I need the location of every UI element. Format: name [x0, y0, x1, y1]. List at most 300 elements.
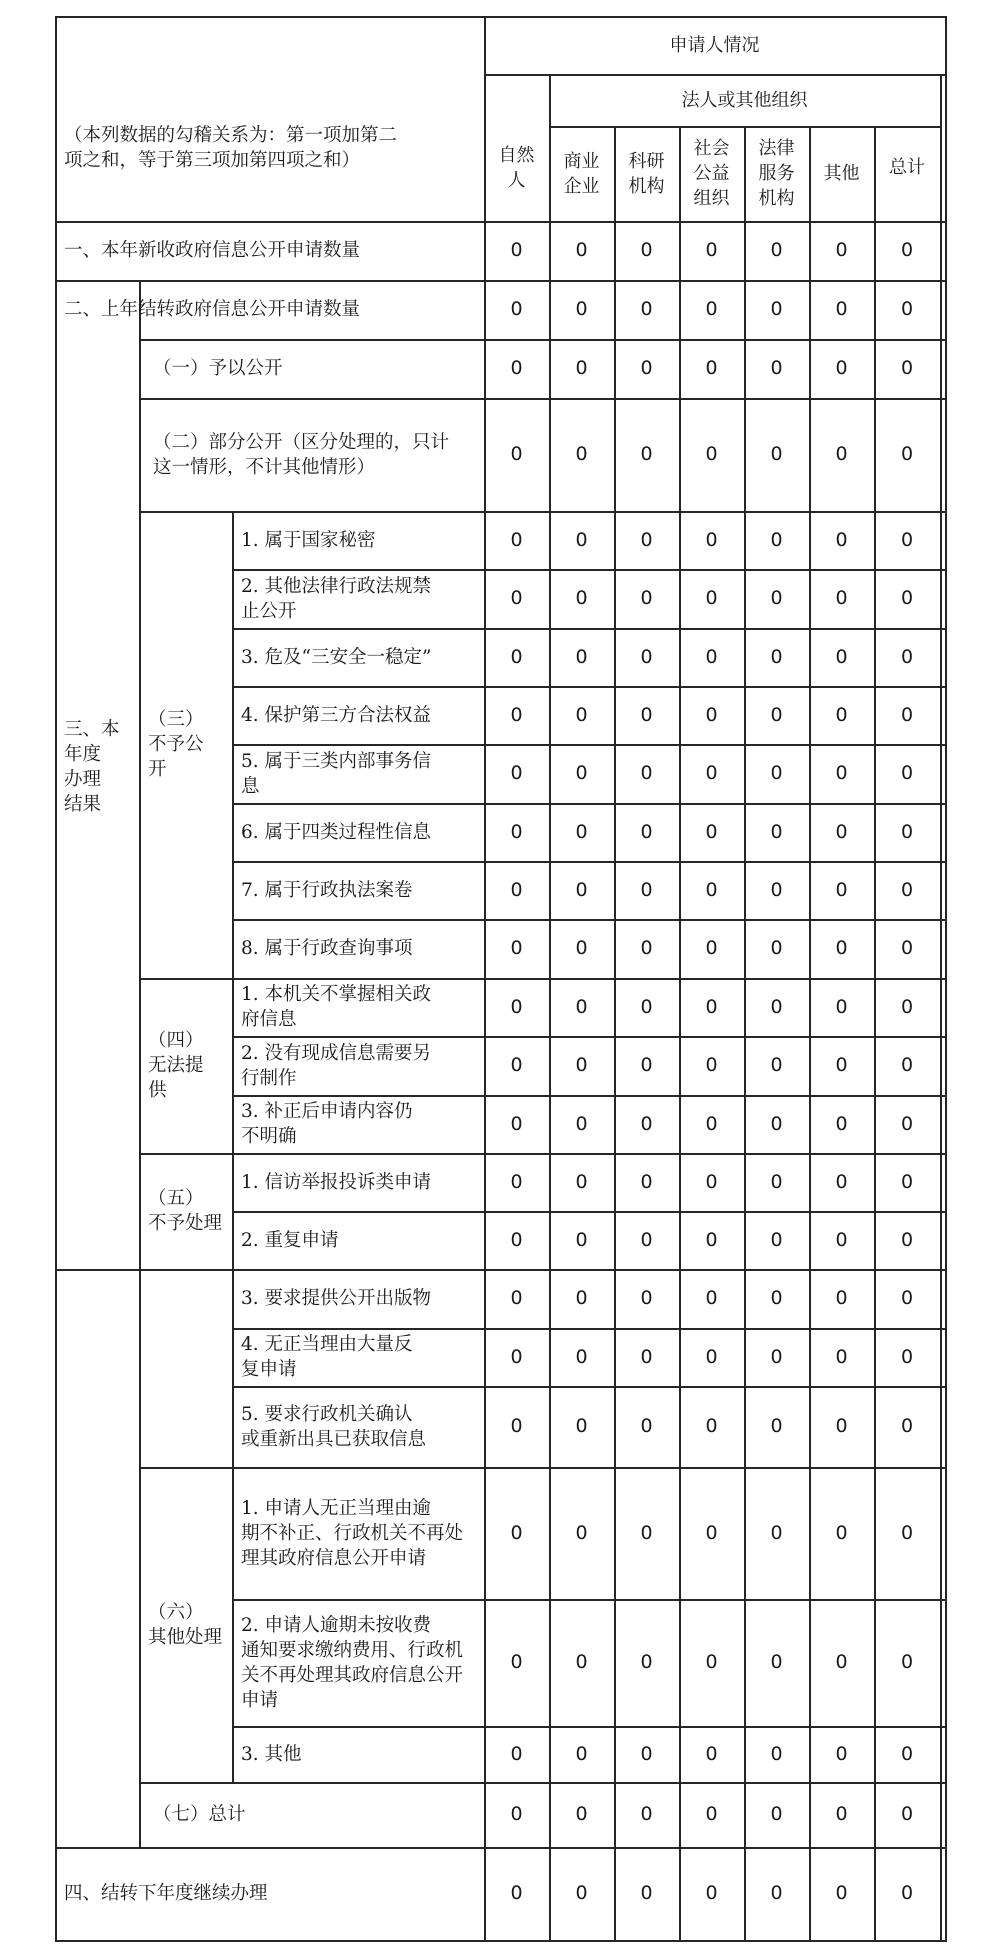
row-value-text: 0 — [575, 298, 588, 320]
grid-line — [55, 1940, 947, 1942]
row-value-text: 0 — [705, 703, 718, 726]
row-value-text: 0 — [510, 1521, 523, 1544]
row-value-text: 0 — [900, 1287, 914, 1309]
row-value-text: 0 — [770, 587, 783, 609]
row-label-text: 1. 属于国家秘密 — [241, 529, 376, 551]
row-value — [874, 511, 940, 569]
row-value — [744, 919, 809, 978]
row-label — [232, 1467, 484, 1599]
row-value-text: 0 — [770, 1882, 783, 1904]
row-value — [614, 398, 679, 511]
row-value-text: 0 — [575, 357, 588, 379]
row-value — [614, 919, 679, 978]
row-value-text: 0 — [835, 1112, 848, 1135]
column-header-text: 科研 机构 — [628, 150, 665, 197]
row-value-text: 0 — [770, 239, 783, 261]
row-label-text: 3. 要求提供公开出版物 — [241, 1288, 432, 1309]
row-value-text: 0 — [705, 995, 718, 1018]
row-value — [484, 919, 549, 978]
row-value — [614, 339, 679, 398]
row-value-text: 0 — [900, 1803, 914, 1825]
row-label — [232, 1153, 484, 1211]
row-value — [874, 1328, 940, 1386]
row-value — [679, 1211, 744, 1269]
row-value-text: 0 — [900, 1054, 914, 1076]
row-label — [232, 1328, 484, 1386]
row-value-text: 0 — [640, 587, 653, 609]
row-value-text: 0 — [510, 587, 523, 609]
row-value-text: 0 — [640, 1803, 653, 1825]
row-value-text: 0 — [575, 1345, 588, 1368]
group-withhold-text: （三） 不予公 开 — [148, 709, 204, 780]
row-value — [874, 628, 940, 686]
row-value — [809, 569, 874, 628]
row-value — [614, 803, 679, 861]
row-value-text: 0 — [705, 443, 718, 465]
row-label-text: 1. 信访举报投诉类申请 — [241, 1171, 432, 1193]
row-value-text: 0 — [575, 762, 588, 784]
row-value-text: 0 — [510, 645, 523, 668]
column-header-text: 社会 公益 组织 — [693, 138, 730, 209]
row-value-text: 0 — [835, 357, 848, 379]
row-value — [549, 569, 614, 628]
row-value-text: 0 — [640, 1170, 653, 1193]
row-value — [874, 339, 940, 398]
row-value-text: 0 — [705, 1803, 718, 1825]
column-header-text: 商业 企业 — [563, 150, 600, 197]
row-value-text: 0 — [575, 1882, 588, 1904]
row-value — [744, 744, 809, 803]
row-value-text: 0 — [575, 1170, 588, 1193]
row-label-text: 2. 重复申请 — [241, 1229, 339, 1251]
column-header-text: 自然 人 — [498, 144, 535, 191]
row-value-text: 0 — [575, 1803, 588, 1825]
row-value-text: 0 — [510, 1882, 523, 1904]
row-value — [549, 686, 614, 744]
row-value — [614, 511, 679, 569]
row-value — [549, 1269, 614, 1328]
row-value — [809, 1599, 874, 1726]
row-value-text: 0 — [640, 878, 653, 901]
row-value — [874, 1269, 940, 1328]
row-value-text: 0 — [770, 703, 783, 726]
row-label-text: 一、本年新收政府信息公开申请数量 — [64, 240, 361, 261]
row-value — [614, 1726, 679, 1782]
group-unable — [139, 978, 232, 1153]
row-label-text: 1. 申请人无正当理由逾 期不补正、行政机关不再处 理其政府信息公开申请 — [241, 1497, 464, 1569]
row-value — [744, 1599, 809, 1726]
row-value — [549, 1726, 614, 1782]
row-value — [679, 686, 744, 744]
row-label-text: 4. 保护第三方合法权益 — [241, 704, 432, 726]
row-value-text: 0 — [575, 1651, 588, 1673]
row-value-text: 0 — [705, 1112, 718, 1135]
row-value-text: 0 — [835, 1287, 848, 1309]
group-not-process — [139, 1153, 232, 1269]
row-value — [874, 1599, 940, 1726]
header-legal-group-text: 法人或其他组织 — [681, 89, 808, 111]
row-value — [679, 339, 744, 398]
row-value — [549, 978, 614, 1036]
row-value — [809, 1847, 874, 1940]
row-value-text: 0 — [705, 357, 718, 379]
grid-line — [940, 74, 942, 221]
row-value — [874, 1782, 940, 1847]
row-value — [484, 339, 549, 398]
row-value — [484, 1599, 549, 1726]
row-value-text: 0 — [705, 1742, 718, 1765]
row-value-text: 0 — [640, 1054, 653, 1076]
row-value-text: 0 — [705, 1345, 718, 1368]
row-label — [232, 1211, 484, 1269]
row-value — [744, 628, 809, 686]
row-value-text: 0 — [705, 1651, 718, 1673]
row-label-text: 2. 没有现成信息需要另 行制作 — [241, 1042, 432, 1089]
row-value-text: 0 — [770, 762, 783, 784]
row-value-text: 0 — [770, 820, 783, 843]
row-value — [809, 1269, 874, 1328]
row-value — [809, 803, 874, 861]
row-value-text: 0 — [575, 1228, 588, 1251]
grid-line — [945, 16, 947, 1942]
row-value — [874, 569, 940, 628]
row-value — [484, 221, 549, 280]
row-value — [744, 280, 809, 339]
row-value — [809, 1211, 874, 1269]
row-value-text: 0 — [575, 937, 588, 959]
row-value-text: 0 — [835, 1803, 848, 1825]
row-value — [549, 1782, 614, 1847]
row-value — [679, 1467, 744, 1599]
row-label-text: 3. 其他 — [241, 1743, 302, 1765]
row-value-text: 0 — [770, 1345, 783, 1368]
row-value — [614, 1386, 679, 1467]
row-value — [809, 686, 874, 744]
row-label-text: 二、上年结转政府信息公开申请数量 — [64, 299, 361, 320]
row-value — [679, 1386, 744, 1467]
column-header-text: 总计 — [889, 157, 925, 178]
row-value — [614, 1599, 679, 1726]
row-value-text: 0 — [900, 1345, 914, 1368]
row-value — [484, 1782, 549, 1847]
row-value — [809, 1095, 874, 1153]
row-value-text: 0 — [640, 1415, 653, 1437]
row-value — [614, 861, 679, 919]
group-result — [55, 280, 139, 1253]
header-applicant-status-text: 申请人情况 — [669, 34, 760, 56]
row-value-text: 0 — [900, 298, 914, 320]
row-value — [809, 280, 874, 339]
row-value — [484, 686, 549, 744]
row-value-text: 0 — [640, 1651, 653, 1673]
row-value-text: 0 — [510, 1170, 523, 1193]
row-label — [232, 1269, 484, 1328]
row-value — [874, 221, 940, 280]
grid-line — [139, 1269, 232, 1271]
row-value-text: 0 — [510, 443, 523, 465]
row-value — [809, 919, 874, 978]
row-value-text: 0 — [835, 528, 848, 551]
row-value-text: 0 — [510, 703, 523, 726]
row-value-text: 0 — [900, 937, 914, 959]
row-value — [679, 1269, 744, 1328]
row-label — [232, 744, 484, 803]
row-label-text: 4. 无正当理由大量反 复申请 — [241, 1334, 413, 1380]
row-value — [484, 803, 549, 861]
row-value-text: 0 — [575, 1415, 588, 1437]
header-applicant-status — [484, 16, 945, 74]
row-value-text: 0 — [900, 878, 914, 901]
row-value — [809, 511, 874, 569]
row-value — [549, 1328, 614, 1386]
row-value — [679, 803, 744, 861]
row-value-text: 0 — [510, 1054, 523, 1076]
row-value — [874, 686, 940, 744]
row-value — [744, 221, 809, 280]
row-value-text: 0 — [900, 1228, 914, 1251]
group-other-text: （六） 其他处理 — [148, 1601, 223, 1648]
row-value-text: 0 — [705, 298, 718, 320]
row-value — [874, 1211, 940, 1269]
row-value-text: 0 — [510, 878, 523, 901]
row-value — [809, 1153, 874, 1211]
row-value-text: 0 — [835, 1521, 848, 1544]
row-value — [874, 919, 940, 978]
row-value — [874, 744, 940, 803]
row-value — [679, 511, 744, 569]
row-value — [614, 686, 679, 744]
row-value-text: 0 — [835, 1651, 848, 1673]
row-value — [679, 978, 744, 1036]
row-label-text: 2. 其他法律行政法规禁 止公开 — [241, 575, 432, 622]
row-value — [549, 744, 614, 803]
group-unable-text: （四） 无法提 供 — [148, 1030, 204, 1101]
row-value — [549, 628, 614, 686]
row-value — [549, 803, 614, 861]
row-value — [484, 1847, 549, 1940]
row-value — [679, 628, 744, 686]
row-value — [484, 1095, 549, 1153]
row-value-text: 0 — [640, 239, 653, 261]
row-value-text: 0 — [640, 937, 653, 959]
row-value-text: 0 — [510, 1228, 523, 1251]
row-value — [679, 221, 744, 280]
row-value — [874, 978, 940, 1036]
row-value-text: 0 — [705, 1228, 718, 1251]
row-value-text: 0 — [575, 1112, 588, 1135]
row-value — [744, 1467, 809, 1599]
row-value — [679, 861, 744, 919]
row-value-text: 0 — [900, 1170, 914, 1193]
group-other — [139, 1467, 232, 1782]
row-value-text: 0 — [510, 357, 523, 379]
row-value-text: 0 — [900, 995, 914, 1018]
row-value-text: 0 — [510, 1345, 523, 1368]
row-value-text: 0 — [835, 298, 848, 320]
row-value-text: 0 — [575, 703, 588, 726]
row-label — [232, 1386, 484, 1467]
row-label — [232, 628, 484, 686]
row-label-text: 3. 危及“三安全一稳定” — [241, 646, 432, 668]
row-value-text: 0 — [510, 937, 523, 959]
row-value — [614, 978, 679, 1036]
row-value-text: 0 — [510, 1415, 523, 1437]
header-note-text: （本列数据的勾稽关系为：第一项加第二 项之和，等于第三项加第四项之和） — [64, 124, 398, 171]
row-value — [744, 1211, 809, 1269]
column-header — [744, 126, 809, 221]
row-value-text: 0 — [640, 703, 653, 726]
row-value-text: 0 — [770, 995, 783, 1018]
row-value — [809, 861, 874, 919]
row-value — [484, 1036, 549, 1095]
row-value-text: 0 — [770, 645, 783, 668]
row-value-text: 0 — [770, 528, 783, 551]
row-value-text: 0 — [640, 528, 653, 551]
row-value-text: 0 — [640, 298, 653, 320]
row-value-text: 0 — [510, 1742, 523, 1765]
row-value-text: 0 — [705, 1054, 718, 1076]
row-value — [549, 280, 614, 339]
row-value-text: 0 — [510, 995, 523, 1018]
row-value — [614, 1782, 679, 1847]
row-value — [874, 861, 940, 919]
row-value — [744, 1328, 809, 1386]
row-value-text: 0 — [770, 1742, 783, 1765]
row-value — [549, 398, 614, 511]
row-value — [614, 280, 679, 339]
row-value-text: 0 — [640, 1228, 653, 1251]
row-value — [484, 280, 549, 339]
row-label — [55, 1847, 484, 1940]
row-value-text: 0 — [640, 762, 653, 784]
group-withhold — [139, 511, 232, 978]
row-value — [679, 1599, 744, 1726]
row-value-text: 0 — [510, 239, 523, 261]
header-note — [55, 74, 484, 221]
row-value — [614, 1036, 679, 1095]
row-value — [679, 1153, 744, 1211]
row-value — [484, 398, 549, 511]
row-value-text: 0 — [640, 1112, 653, 1135]
group-not-process-text: （五） 不予处理 — [148, 1188, 223, 1234]
row-value-text: 0 — [705, 1287, 718, 1309]
row-value-text: 0 — [575, 239, 588, 261]
row-value-text: 0 — [510, 762, 523, 784]
row-value-text: 0 — [640, 995, 653, 1018]
row-label — [232, 861, 484, 919]
row-value — [614, 1153, 679, 1211]
row-value-text: 0 — [510, 1651, 523, 1673]
row-value — [614, 1467, 679, 1599]
row-value-text: 0 — [640, 1742, 653, 1765]
row-value-text: 0 — [705, 1170, 718, 1193]
row-value-text: 0 — [575, 1742, 588, 1765]
row-value-text: 0 — [575, 587, 588, 609]
row-value — [874, 280, 940, 339]
column-header-text: 法律 服务 机构 — [758, 138, 795, 209]
row-label — [55, 221, 484, 280]
row-value — [484, 569, 549, 628]
row-value-text: 0 — [705, 937, 718, 959]
row-value — [679, 1328, 744, 1386]
row-value — [549, 1095, 614, 1153]
row-value — [549, 221, 614, 280]
row-value — [549, 919, 614, 978]
row-value-text: 0 — [835, 1742, 848, 1765]
row-value — [874, 1467, 940, 1599]
row-value — [549, 511, 614, 569]
row-value-text: 0 — [705, 820, 718, 843]
row-value — [809, 1726, 874, 1782]
row-value-text: 0 — [835, 937, 848, 959]
row-value-text: 0 — [770, 937, 783, 959]
column-header — [614, 126, 679, 221]
row-value — [744, 1386, 809, 1467]
row-value — [744, 1153, 809, 1211]
row-value-text: 0 — [705, 1882, 718, 1904]
row-value — [679, 919, 744, 978]
row-value — [874, 1847, 940, 1940]
row-value-text: 0 — [900, 703, 914, 726]
row-value — [484, 744, 549, 803]
row-value — [679, 1847, 744, 1940]
row-value — [614, 628, 679, 686]
row-value-text: 0 — [835, 995, 848, 1018]
row-value — [809, 978, 874, 1036]
row-value-text: 0 — [835, 1228, 848, 1251]
row-value — [744, 1726, 809, 1782]
row-value — [744, 1036, 809, 1095]
row-value — [679, 1036, 744, 1095]
row-value — [614, 569, 679, 628]
row-value — [614, 1269, 679, 1328]
column-header-text: 其他 — [823, 163, 860, 184]
row-value — [809, 339, 874, 398]
row-value — [809, 398, 874, 511]
column-header — [809, 126, 874, 221]
row-label-text: （七）总计 — [153, 1804, 246, 1825]
row-label-text: 2. 申请人逾期未按收费 通知要求缴纳费用、行政机 关不再处理其政府信息公开 申请 — [241, 1614, 464, 1711]
row-value — [484, 1386, 549, 1467]
row-value — [484, 628, 549, 686]
row-value-text: 0 — [770, 357, 783, 379]
row-value-text: 0 — [510, 1112, 523, 1135]
row-value — [809, 1036, 874, 1095]
row-value — [744, 398, 809, 511]
row-value — [874, 1726, 940, 1782]
column-header — [549, 126, 614, 221]
row-value — [614, 1847, 679, 1940]
row-value — [874, 1036, 940, 1095]
row-value-text: 0 — [900, 762, 914, 784]
row-label — [232, 1599, 484, 1726]
row-value-text: 0 — [835, 443, 848, 465]
row-value — [614, 1095, 679, 1153]
row-value-text: 0 — [770, 1651, 783, 1673]
row-value — [744, 686, 809, 744]
row-value — [744, 339, 809, 398]
row-label — [55, 280, 484, 339]
row-value-text: 0 — [900, 357, 914, 379]
row-value — [484, 1269, 549, 1328]
row-value-text: 0 — [900, 1651, 914, 1673]
row-value-text: 0 — [510, 820, 523, 843]
row-value-text: 0 — [640, 820, 653, 843]
row-value-text: 0 — [900, 1882, 914, 1904]
row-value-text: 0 — [705, 587, 718, 609]
row-value-text: 0 — [510, 1803, 523, 1825]
row-value-text: 0 — [705, 1521, 718, 1544]
